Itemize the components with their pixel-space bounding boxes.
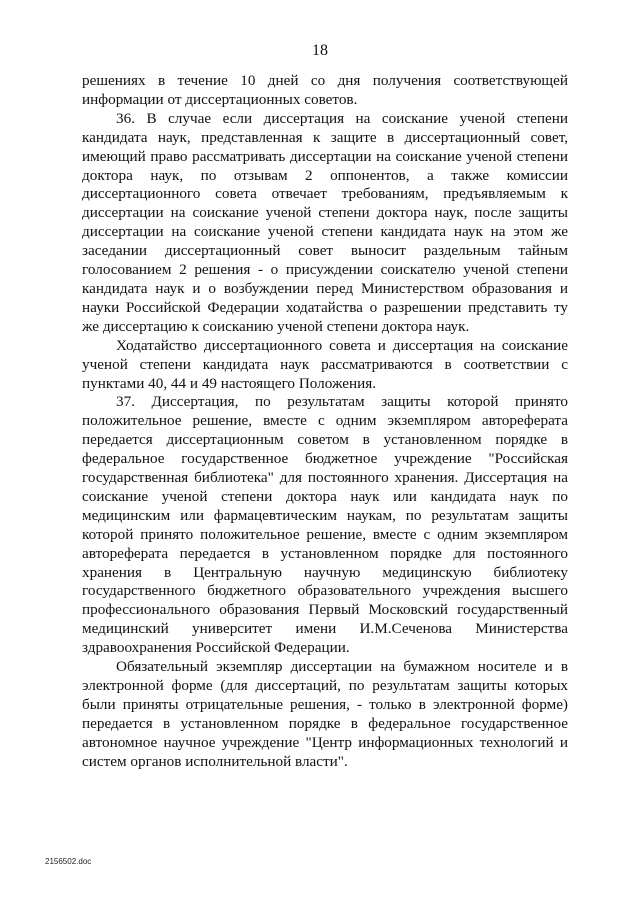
page-number: 18 bbox=[312, 42, 328, 59]
paragraph-clause-37: 37. Диссертация, по результатам защиты которой принято положительное решение, вместе с одним экземпляром автореферата передается диссертационным советом в установленном порядке в федеральное государственное бюджетное учреждение "Российская государственная библиотека" для постоянного хранения. Диссертация на соискание ученой степени доктора наук или кандидата наук по медицинским или фармацевтическим наукам, по результатам защиты которой принято положительное решение, вместе с одним экземпляром автореферата передается в установленном порядке для постоянного хранения в Центральную научную медицинскую библиотеку государственного бюджетного образовательного учреждения высшего профессионального образования Первый Московский государственный медицинский университет имени И.М.Сеченова Министерства здравоохранения Российской Федерации. bbox=[82, 393, 568, 657]
footer-file-name: 2156502.doc bbox=[45, 857, 92, 866]
paragraph-clause-36: 36. В случае если диссертация на соискание ученой степени кандидата наук, представленная к защите в диссертационный совет, имеющий право рассматривать диссертации на соискание ученой степени доктора наук, по отзывам 2 оппонентов, а также комиссии диссертационного совета отвечает требованиям, предъявляемым к диссертации на соискание ученой степени доктора наук, после защиты диссертации на соискание ученой степени кандидата наук на этом же заседании диссертационный совет выносит раздельным тайным голосованием 2 решения - о присуждении соискателю ученой степени кандидата наук и о возбуждении перед Министерством образования и науки Российской Федерации ходатайства о разрешении представить ту же диссертацию к соисканию ученой степени доктора наук. bbox=[82, 109, 568, 335]
document-body bbox=[82, 72, 568, 772]
paragraph-petition: Ходатайство диссертационного совета и диссертация на соискание ученой степени кандидата наук рассматриваются в соответствии с пунктами 40, 44 и 49 настоящего Положения. bbox=[82, 336, 568, 392]
paragraph-mandatory-copy: Обязательный экземпляр диссертации на бумажном носителе и в электронной форме (для диссертаций, по результатам защиты которых были приняты отрицательные решения, - только в электронной форме) передается в установленном порядке в федеральное государственное автономное научное учреждение "Центр информационных технологий и систем органов исполнительной власти". bbox=[82, 658, 568, 770]
paragraph-continuation: решениях в течение 10 дней со дня получения соответствующей информации от диссертационных советов. bbox=[82, 72, 568, 108]
